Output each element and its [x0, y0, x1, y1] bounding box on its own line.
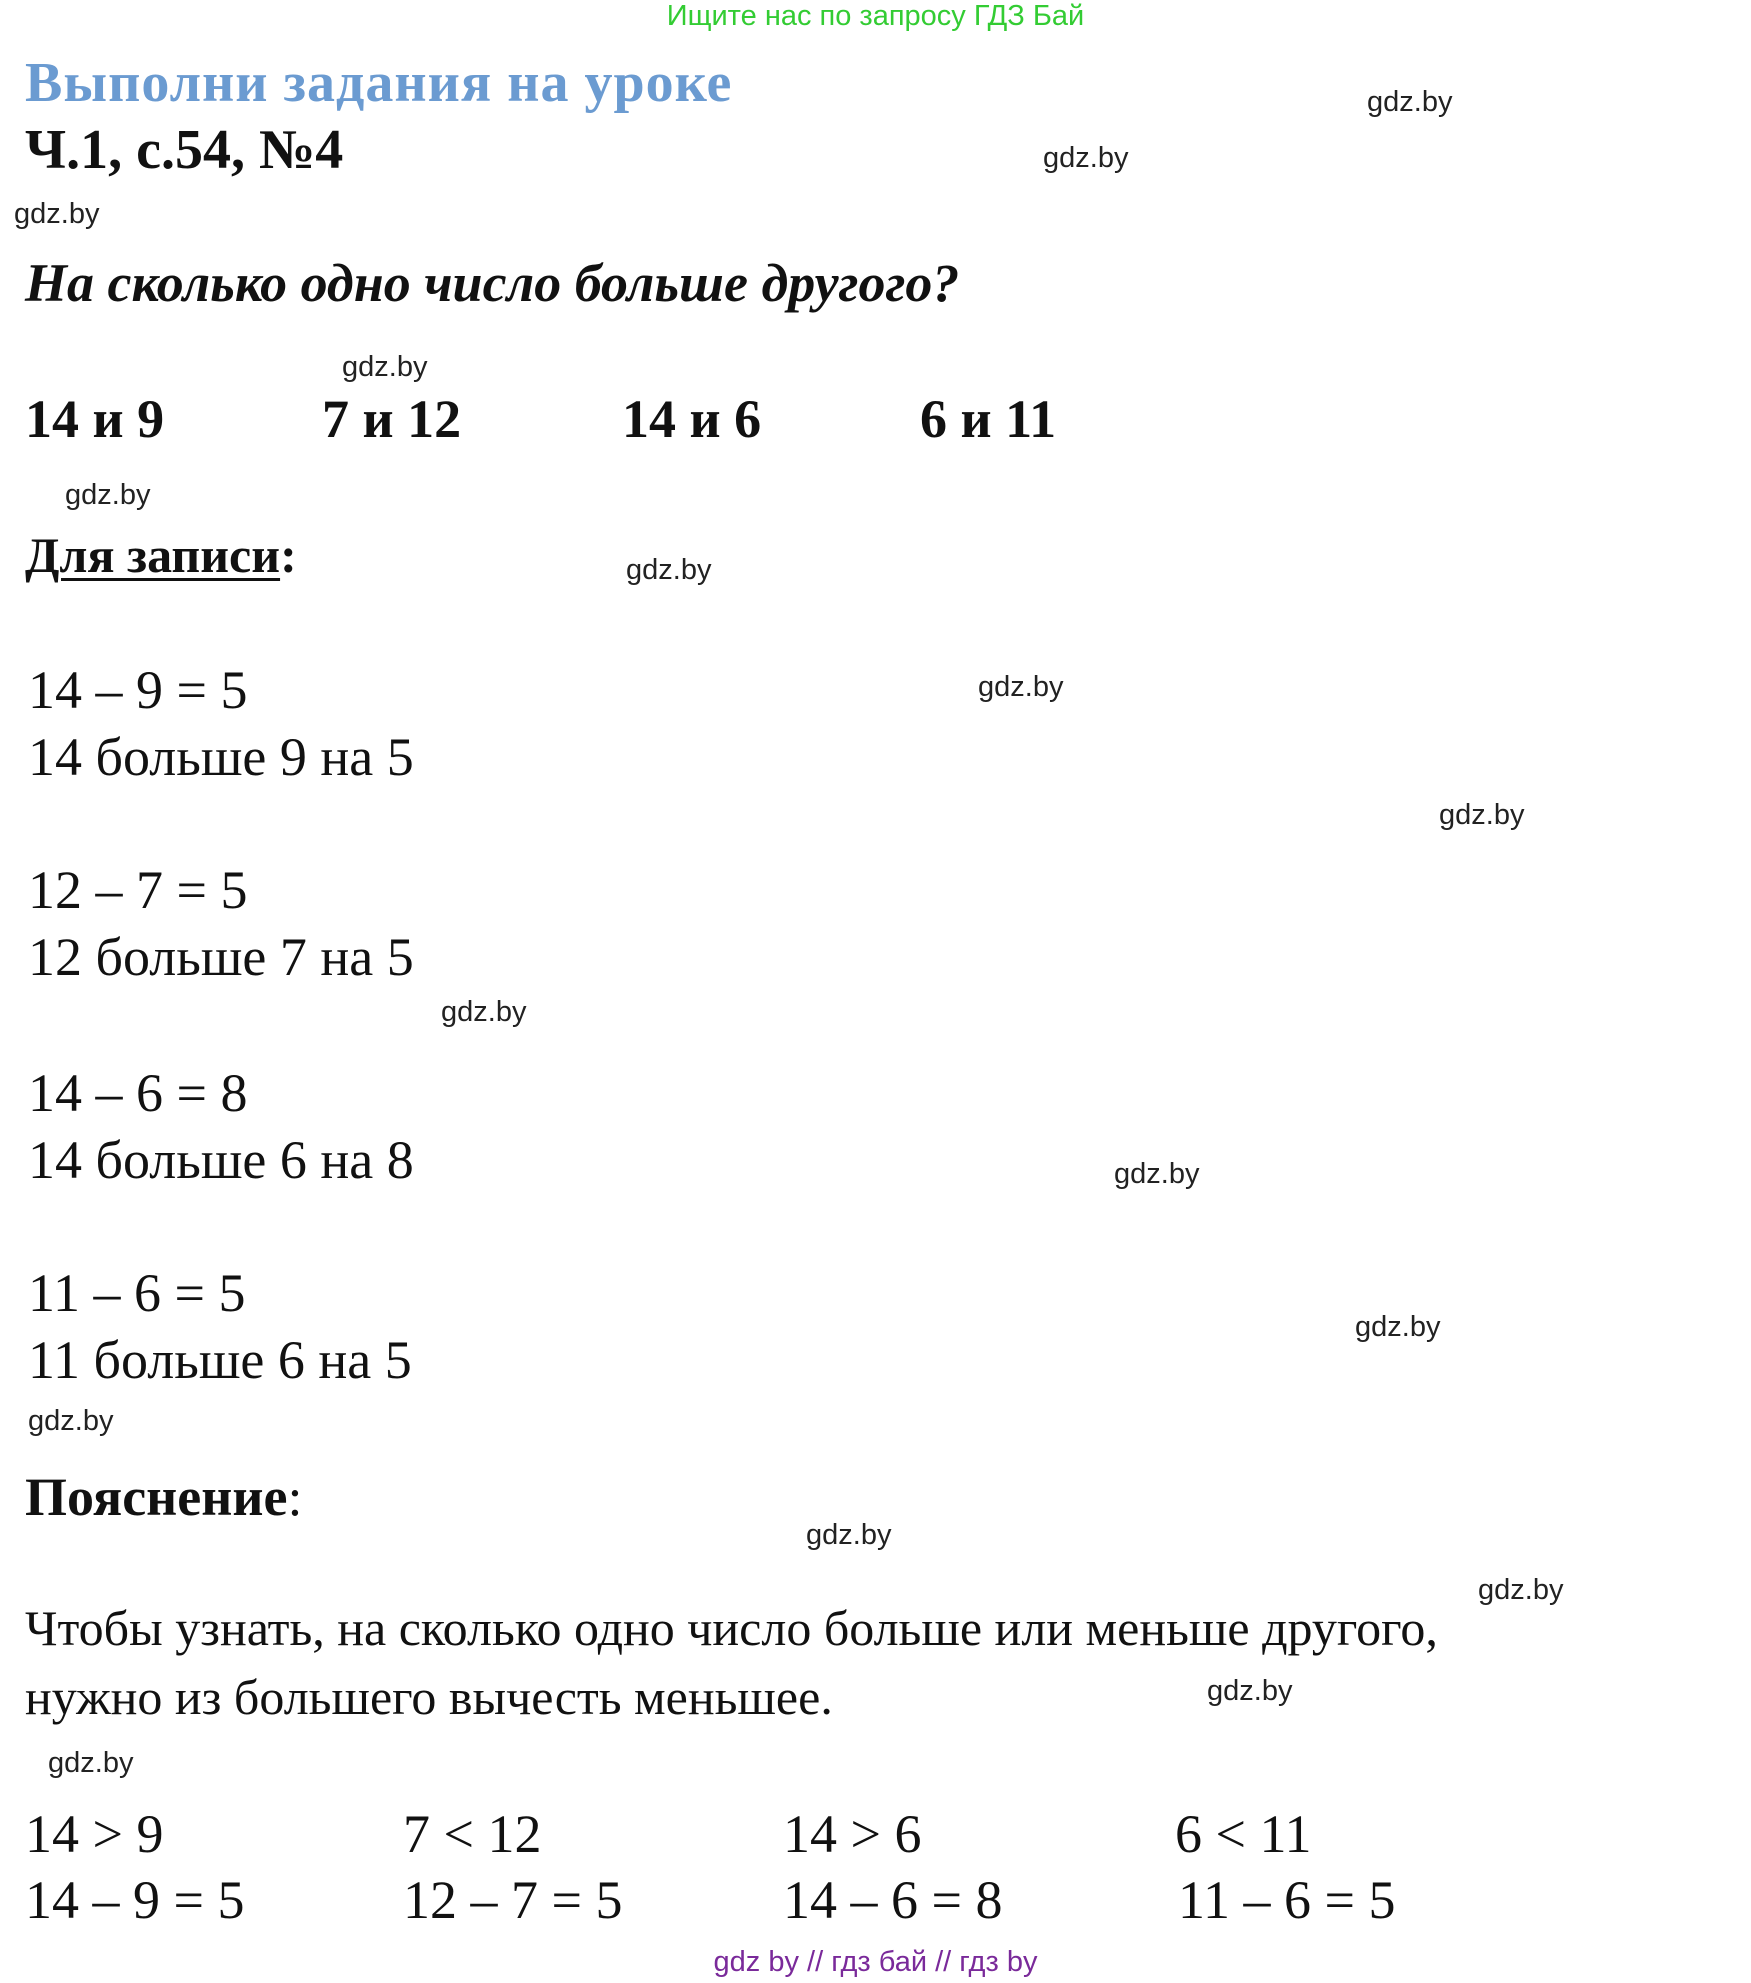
pair-1: 14 и 9 [25, 389, 165, 449]
record-label-text: Для записи [25, 527, 281, 583]
comparison-3-expression: 14 – 6 = 8 [783, 1870, 1003, 1930]
comparison-4-relation: 6 < 11 [1175, 1804, 1312, 1864]
watermark: gdz.by [1439, 799, 1525, 831]
explanation-label-colon: : [287, 1467, 303, 1527]
watermark: gdz.by [441, 996, 527, 1028]
watermark: gdz.by [342, 351, 428, 383]
top-banner: Ищите нас по запросу ГДЗ Бай [666, 0, 1085, 32]
watermark: gdz.by [1367, 86, 1453, 118]
solution-3-expression: 14 – 6 = 8 [28, 1063, 248, 1123]
watermark: gdz.by [626, 554, 712, 586]
solution-2-statement: 12 больше 7 на 5 [28, 927, 414, 987]
watermark: gdz.by [1043, 142, 1129, 174]
watermark: gdz.by [1355, 1311, 1441, 1343]
record-label-colon: : [280, 527, 297, 583]
pair-4: 6 и 11 [920, 389, 1057, 449]
record-label [25, 527, 297, 583]
question: На сколько одно число больше другого? [25, 253, 960, 313]
watermark: gdz.by [1114, 1158, 1200, 1190]
watermark: gdz.by [28, 1405, 114, 1437]
watermark: gdz.by [806, 1519, 892, 1551]
watermark: gdz.by [1478, 1574, 1564, 1606]
explanation-line-2: нужно из большего вычесть меньшее. [25, 1669, 833, 1725]
solution-4-expression: 11 – 6 = 5 [28, 1263, 246, 1323]
comparison-3-relation: 14 > 6 [783, 1804, 922, 1864]
watermark: gdz.by [14, 198, 100, 230]
watermark: gdz.by [978, 671, 1064, 703]
task-reference: Ч.1, с.54, №4 [25, 119, 344, 181]
comparison-1-expression: 14 – 9 = 5 [25, 1870, 245, 1930]
solution-1-statement: 14 больше 9 на 5 [28, 727, 414, 787]
pair-2: 7 и 12 [322, 389, 462, 449]
pair-3: 14 и 6 [622, 389, 762, 449]
watermark: gdz.by [1207, 1675, 1293, 1707]
comparison-4-expression: 11 – 6 = 5 [1178, 1870, 1396, 1930]
solution-2-expression: 12 – 7 = 5 [28, 860, 248, 920]
explanation-label [25, 1467, 303, 1527]
bottom-banner: gdz by // гдз бай // гдз by [713, 1946, 1038, 1978]
solution-4-statement: 11 больше 6 на 5 [28, 1330, 412, 1390]
watermark: gdz.by [65, 479, 151, 511]
lesson-title: Выполни задания на уроке [25, 52, 733, 114]
explanation-line-1: Чтобы узнать, на сколько одно число больше или меньше другого, [25, 1600, 1438, 1656]
comparison-2-expression: 12 – 7 = 5 [403, 1870, 623, 1930]
comparison-1-relation: 14 > 9 [25, 1804, 164, 1864]
comparison-2-relation: 7 < 12 [403, 1804, 542, 1864]
explanation-label-text: Пояснение [25, 1467, 288, 1527]
watermark: gdz.by [48, 1747, 134, 1779]
solution-3-statement: 14 больше 6 на 8 [28, 1130, 414, 1190]
solution-1-expression: 14 – 9 = 5 [28, 660, 248, 720]
